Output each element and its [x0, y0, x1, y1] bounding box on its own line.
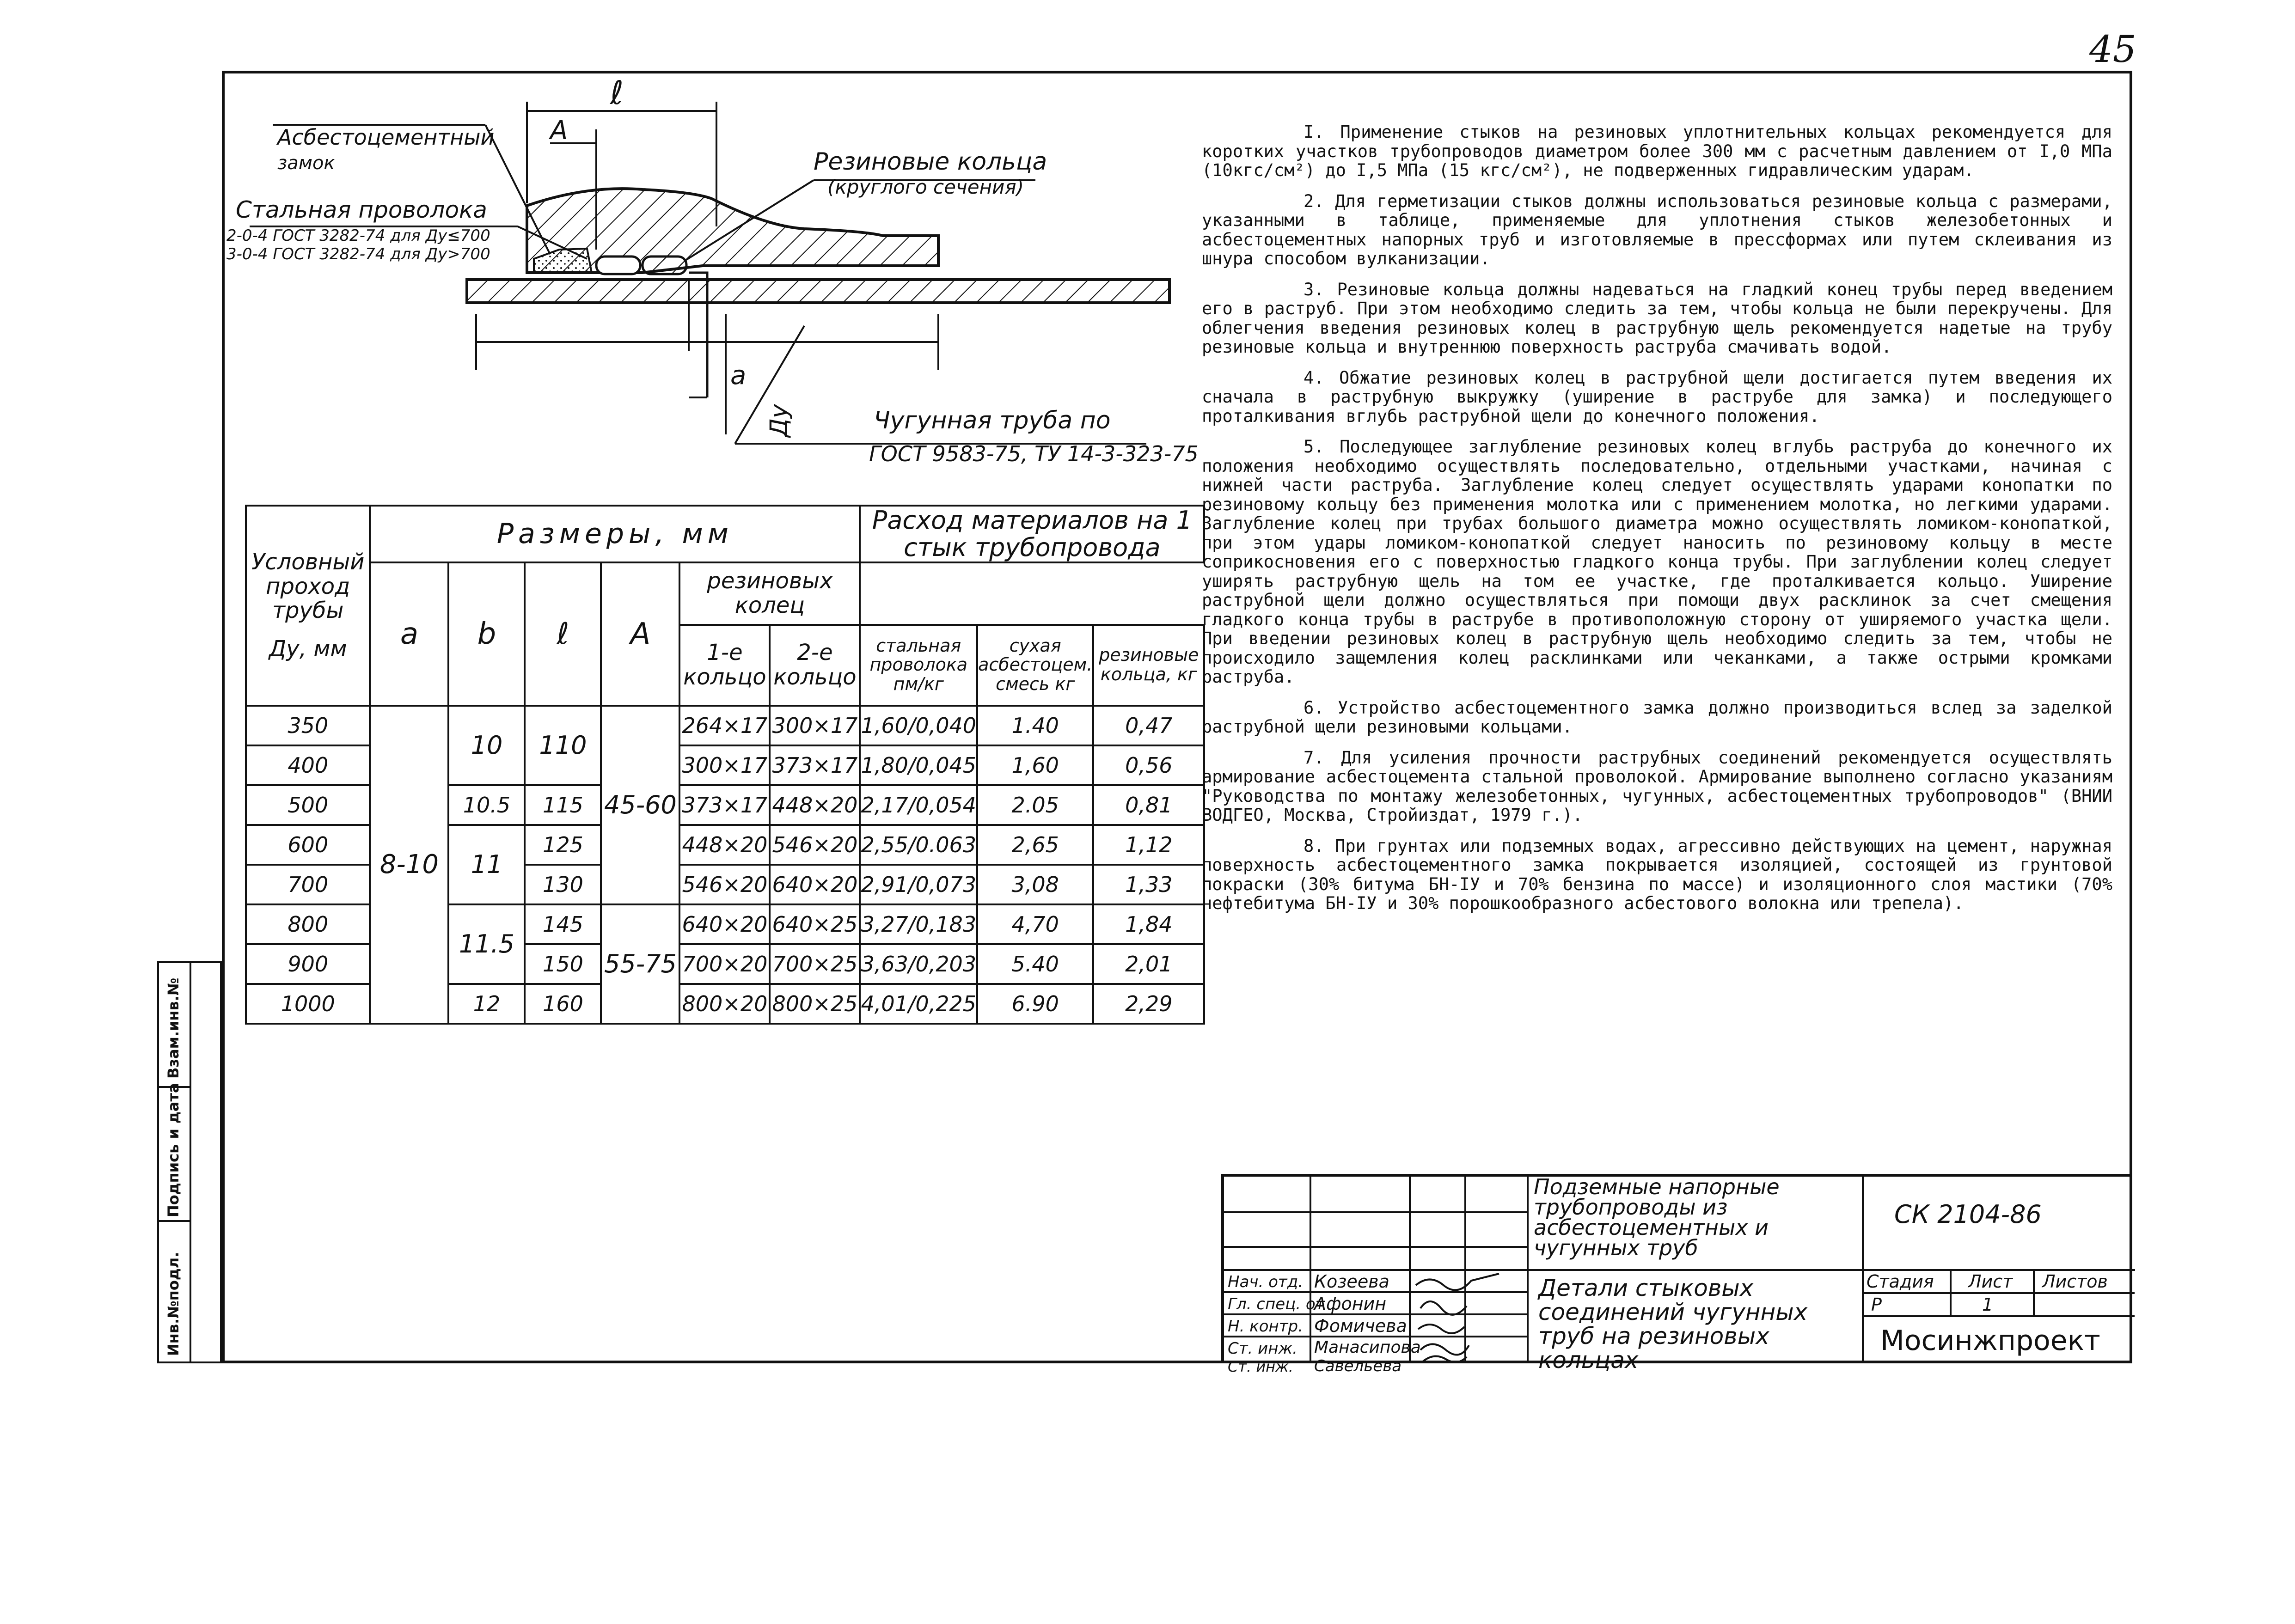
cell-l: 125 [525, 825, 601, 865]
grid-line [2033, 1269, 2035, 1315]
cell-ring1: 264×17 [679, 706, 770, 745]
joint-section-drawing [226, 74, 1197, 499]
cell-l: 130 [525, 865, 601, 904]
role-norm-control: Н. контр. [1228, 1317, 1303, 1336]
rubber-ring-2 [643, 256, 686, 274]
cell-steel: 2,17/0,054 [860, 785, 977, 825]
page-number: 45 [2089, 28, 2136, 71]
sheet-value: 1 [1982, 1294, 1994, 1315]
name-head-dept: Козеева [1314, 1271, 1389, 1292]
strip-cell-signature [159, 1083, 190, 1222]
stage-value: Р [1871, 1294, 1882, 1315]
cell-ring2: 373×17 [770, 745, 860, 785]
role-senior-eng-2: Ст. инж. [1228, 1358, 1294, 1375]
note-4: 4. Обжатие резиновых колец в раструбной щели достигается путем введения их сначала в раструбную выкружку (уширение в раструбе для замка) и последующего проталкивания вглубь раструбной щели до конечного положения. [1202, 367, 2112, 426]
label-rubber-rings-2: (круглого сечения) [827, 176, 1024, 198]
label-asbestos-lock: Асбестоцементный [277, 125, 495, 150]
header-rubber-rings-group: резиновых колец [679, 562, 860, 625]
project-title: Подземные напорные трубопроводы из асбестоцементных и чугунных труб [1534, 1174, 1780, 1260]
cell-rubber: 2,01 [1093, 944, 1204, 984]
name-norm-control: Фомичева [1314, 1316, 1407, 1336]
cell-A-55-75: 55-75 [601, 904, 679, 1024]
cell-rubber: 0,47 [1093, 706, 1204, 745]
note-2: 2. Для герметизации стыков должны использоваться резиновые кольца с размерами, указанными в таблице, применяемые для уплотнения стыков железобетонных и асбестоцементных напорных труб и изготовляемые в прессформах или путем склеивания из шнура способом вулканизации. [1202, 191, 2112, 269]
cell-dy: 350 [246, 706, 370, 745]
header-nominal-text: Условный проход трубы [251, 549, 365, 624]
header-ring-1: 1-е кольцо [679, 625, 770, 706]
note-6: 6. Устройство асбестоцементного замка должно производиться вслед за заделкой раструбной щели резиновыми кольцами. [1202, 697, 2112, 737]
grid-line [1224, 1211, 1527, 1213]
cell-dry: 2.05 [977, 785, 1093, 825]
header-nominal-unit: Ду, мм [269, 636, 347, 662]
drawing-title: Детали стыковых соединений чугунных труб на резиновых кольцах [1538, 1275, 1808, 1374]
cell-ring1: 448×20 [679, 825, 770, 865]
header-l: ℓ [525, 562, 601, 706]
stage-header: Стадия [1867, 1271, 1934, 1292]
spigot-pipe [467, 280, 1169, 303]
cell-ring1: 700×20 [679, 944, 770, 984]
label-steel-wire: Стальная проволока [236, 196, 487, 223]
dimension-Dy: Ду [765, 404, 793, 437]
cell-rubber: 1,33 [1093, 865, 1204, 904]
strip-text-signature: Подпись и дата [165, 1083, 182, 1217]
cell-steel: 2,55/0.063 [860, 825, 977, 865]
label-rubber-rings: Резиновые кольца [814, 148, 1047, 176]
cell-rubber: 1,12 [1093, 825, 1204, 865]
cell-dry: 1,60 [977, 745, 1093, 785]
cell-ring2: 640×25 [770, 904, 860, 944]
role-head-dept: Нач. отд. [1228, 1273, 1304, 1291]
cell-rubber: 0,81 [1093, 785, 1204, 825]
cell-dry: 5.40 [977, 944, 1093, 984]
sheet-header: Лист [1968, 1271, 2013, 1292]
cell-dy: 1000 [246, 984, 370, 1024]
label-cast-iron-2: ГОСТ 9583-75, ТУ 14-3-323-75 [869, 441, 1199, 466]
cell-b-12: 12 [448, 984, 525, 1024]
cell-b-11-5: 11.5 [448, 904, 525, 984]
name-chief-spec: Афонин [1314, 1294, 1387, 1314]
cell-ring1: 373×17 [679, 785, 770, 825]
cell-l: 115 [525, 785, 601, 825]
cell-dy: 800 [246, 904, 370, 944]
cell-l: 145 [525, 904, 601, 944]
cell-dry: 2,65 [977, 825, 1093, 865]
header-consumption-spacer [860, 562, 1204, 625]
cell-ring2: 300×17 [770, 706, 860, 745]
cell-dy: 900 [246, 944, 370, 984]
cell-ring1: 800×20 [679, 984, 770, 1024]
cell-dry: 1.40 [977, 706, 1093, 745]
note-5: 5. Последующее заглубление резиновых колец вглубь раструба до конечного их положения необходимо осуществлять последовательно, отдельными участками, начиная с нижней части раструба. Заглубление колец следует осуществлять ударами конопатки по резиновому кольцу без применения молотка или с применением молотка, но легкими ударами. Заглубление колец при трубах большого диаметра можно осуществлять ломиком-конопаткой, при этом удары ломиком-конопаткой следует наносить по резиновому кольцу в месте соприкосновения его с поверхностью гладкого конца трубы. При заглублении колец следует уширять раструбную щель на том ее участке, где проталкивается кольцо. Уширение раструбной щели должно осуществляться при помощи двух расклинок за счет смещения гладкого конца трубы в раструбе в противоположную сторону от уширяемого участка щели. При введении резиновых колец в раструбную щель необходимо следить за тем, чтобы не происходило защемления колец расклинками или чеканками, а также острыми кромками раструба. [1202, 437, 2112, 687]
cell-dy: 500 [246, 785, 370, 825]
cell-dry: 4,70 [977, 904, 1093, 944]
header-nominal-diameter [246, 506, 370, 706]
cell-b-10: 10 [448, 706, 525, 785]
title-block [1221, 1174, 2132, 1375]
cell-dy: 700 [246, 865, 370, 904]
grid-line [1862, 1292, 2135, 1294]
strip-text-inventory: Инв.№подл. [165, 1252, 182, 1356]
header-b: b [448, 562, 525, 706]
cell-rubber: 0,56 [1093, 745, 1204, 785]
header-sizes: Размеры, мм [370, 506, 860, 562]
cell-dry: 6.90 [977, 984, 1093, 1024]
dimensions-table [245, 505, 1205, 1025]
dimension-A: А [550, 116, 568, 146]
strip-text-replacement: Взам.инв.№ [165, 977, 182, 1079]
strip-cell-replacement [159, 963, 190, 1088]
cell-b-11: 11 [448, 825, 525, 904]
cell-b-10-5: 10.5 [448, 785, 525, 825]
grid-line [1862, 1315, 2135, 1317]
cell-steel: 3,63/0,203 [860, 944, 977, 984]
grid-line [1224, 1246, 1527, 1248]
cell-l-110: 110 [525, 706, 601, 785]
dimension-l: ℓ [610, 74, 624, 112]
cell-A-45-60: 45-60 [601, 706, 679, 904]
header-a: a [370, 562, 448, 706]
cell-a-merged: 8-10 [370, 706, 448, 1024]
strip-cell-inventory [159, 1222, 190, 1361]
note-8: 8. При грунтах или подземных водах, агрессивно действующих на цемент, наружная поверхность асбестоцементного замка покрывается изоляцией, состоящей из грунтовой покраски (30% битума БН-IУ и 70% бензина по массе) и изоляционного слоя мастики (70% нефтебитума БН-IУ и 30% порошкообразного асбестового волокна или трепела). [1202, 836, 2112, 913]
cell-ring2: 546×20 [770, 825, 860, 865]
grid-line [1862, 1177, 1864, 1363]
label-asbestos-lock-2: замок [277, 153, 335, 174]
header-A: A [601, 562, 679, 706]
grid-line [1950, 1269, 1952, 1315]
cell-ring1: 640×20 [679, 904, 770, 944]
grid-line [1224, 1269, 2135, 1271]
role-senior-eng-1: Ст. инж. [1228, 1339, 1297, 1358]
cell-ring1: 300×17 [679, 745, 770, 785]
approval-strip [157, 961, 222, 1363]
cell-ring2: 448×20 [770, 785, 860, 825]
cell-steel: 1,60/0,040 [860, 706, 977, 745]
cell-steel: 1,80/0,045 [860, 745, 977, 785]
dimension-a: а [730, 360, 747, 391]
name-senior-eng-2: Савельева [1314, 1357, 1402, 1375]
cell-dy: 600 [246, 825, 370, 865]
cell-l: 160 [525, 984, 601, 1024]
label-wire-spec-2: 3-0-4 ГОСТ 3282-74 для Ду>700 [226, 245, 490, 263]
note-7: 7. Для усиления прочности раструбных соединений рекомендуется осуществлять армирование асбестоцемента стальной проволокой. Армирование выполнено согласно указаниям "Руководства по монтажу железобетонных, чугунных, асбестоцементных трубопроводов" (ВНИИ ВОДГЕО, Москва, Стройиздат, 1979 г.). [1202, 747, 2112, 825]
cell-l: 150 [525, 944, 601, 984]
cell-ring2: 800×25 [770, 984, 860, 1024]
cell-steel: 4,01/0,225 [860, 984, 977, 1024]
notes-text [1202, 122, 2112, 925]
cell-rubber: 1,84 [1093, 904, 1204, 944]
cell-rubber: 2,29 [1093, 984, 1204, 1024]
cell-ring1: 546×20 [679, 865, 770, 904]
header-dry-mix: сухая асбестоцем. смесь кг [977, 625, 1093, 706]
header-ring-2: 2-е кольцо [770, 625, 860, 706]
cell-steel: 2,91/0,073 [860, 865, 977, 904]
cell-ring2: 640×20 [770, 865, 860, 904]
header-consumption: Расход материалов на 1 стык трубопровода [860, 506, 1204, 562]
name-senior-eng-1: Манасипова [1314, 1338, 1421, 1357]
note-3: 3. Резиновые кольца должны надеваться на гладкий конец трубы перед введением его в раструб. При этом необходимо следить за тем, чтобы кольца не были перекручены. Для облегчения введения резиновых колец в раструбную щель рекомендуется надетые на трубу резиновые кольца и внутреннюю поверхность раструба смачивать водой. [1202, 279, 2112, 357]
organization-name: Мосинжпроект [1880, 1325, 2100, 1357]
strip-divider [190, 963, 191, 1361]
signatures [1411, 1269, 1522, 1363]
sheets-header: Листов [2042, 1271, 2108, 1292]
cell-ring2: 700×25 [770, 944, 860, 984]
table-row [246, 706, 1204, 745]
role-chief-spec: Гл. спец. от [1228, 1295, 1325, 1313]
header-steel-wire: стальная проволока пм/кг [860, 625, 977, 706]
label-wire-spec-1: 2-0-4 ГОСТ 3282-74 для Ду≤700 [226, 226, 490, 245]
header-rubber-kg: резиновые кольца, кг [1093, 625, 1204, 706]
rubber-ring-1 [596, 256, 640, 274]
cell-dy: 400 [246, 745, 370, 785]
cell-steel: 3,27/0,183 [860, 904, 977, 944]
label-cast-iron: Чугунная труба по [874, 407, 1111, 434]
note-1: I. Применение стыков на резиновых уплотнительных кольцах рекомендуется для коротких участков трубопроводов диаметром более 300 мм с расчетным давлением от I,0 МПа (10кгс/см²) до I,5 МПа (15 кгс/см²), не подверженных гидравлическим ударам. [1202, 122, 2112, 180]
cell-dry: 3,08 [977, 865, 1093, 904]
document-code: СК 2104-86 [1894, 1200, 2042, 1229]
